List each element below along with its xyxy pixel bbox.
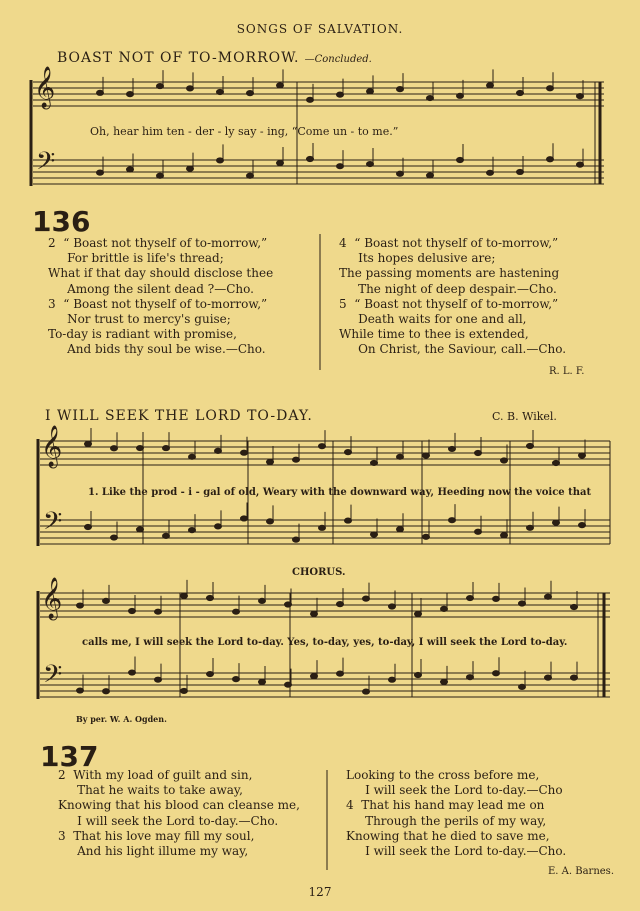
note-head xyxy=(285,682,292,687)
note-head xyxy=(77,688,84,693)
chorus-label: CHORUS. xyxy=(292,567,346,578)
note-head xyxy=(181,593,188,598)
note-head xyxy=(397,454,404,459)
note-head xyxy=(517,90,524,95)
treble-clef-icon: 𝄞 xyxy=(41,426,63,467)
note-head xyxy=(449,446,456,451)
bass-clef-icon: 𝄢 xyxy=(36,147,56,182)
song-subtitle: —Concluded. xyxy=(304,54,372,65)
note-head xyxy=(233,609,240,614)
note-head xyxy=(85,441,92,446)
note-head xyxy=(337,92,344,97)
note-head xyxy=(337,602,344,607)
note-head xyxy=(363,689,370,694)
note-head xyxy=(517,169,524,174)
note-head xyxy=(501,533,508,538)
note-head xyxy=(111,446,118,451)
note-head xyxy=(311,673,318,678)
bass-clef-icon: 𝄢 xyxy=(43,660,63,695)
note-head xyxy=(577,162,584,167)
note-head xyxy=(127,91,134,96)
lyric-line-verse-1: 1. Like the prod - i - gal of old, Weary with the downward way, Heeding now the voice that xyxy=(88,487,592,498)
note-head xyxy=(217,158,224,163)
note-head xyxy=(215,448,222,453)
note-head xyxy=(397,87,404,92)
hymn-136-verses-right: 4 “ Boast not thyself of to-morrow,” Its hopes delusive are; The passing moments are hastening The night of deep despair.—Cho. 5 “ Boast not thyself of to-morrow,” Death waits for one and all, While time to thee is extended, On Christ, the Saviour, call.—Cho. xyxy=(339,236,567,357)
note-head xyxy=(457,157,464,162)
note-head xyxy=(579,523,586,528)
hymn-number-136: 136 xyxy=(32,205,91,238)
note-head xyxy=(389,677,396,682)
note-head xyxy=(137,445,144,450)
note-head xyxy=(371,460,378,465)
note-head xyxy=(129,670,136,675)
note-head xyxy=(267,519,274,524)
running-title: SONGS OF SALVATION. xyxy=(236,22,404,36)
note-head xyxy=(493,671,500,676)
permission-note: By per. W. A. Ogden. xyxy=(76,714,167,724)
note-head xyxy=(427,173,434,178)
note-head xyxy=(97,170,104,175)
note-head xyxy=(163,445,170,450)
note-head xyxy=(267,459,274,464)
note-head xyxy=(207,595,214,600)
note-head xyxy=(319,525,326,530)
note-head xyxy=(397,171,404,176)
note-head xyxy=(371,532,378,537)
song-title-text: BOAST NOT OF TO-MORROW. xyxy=(57,50,300,66)
note-head xyxy=(129,608,136,613)
note-head xyxy=(233,677,240,682)
note-head xyxy=(467,675,474,680)
note-head xyxy=(553,520,560,525)
note-head xyxy=(277,160,284,165)
note-head xyxy=(189,454,196,459)
note-head xyxy=(527,525,534,530)
note-head xyxy=(293,537,300,542)
note-head xyxy=(111,535,118,540)
note-head xyxy=(187,166,194,171)
note-head xyxy=(157,83,164,88)
note-head xyxy=(475,450,482,455)
note-head xyxy=(545,675,552,680)
note-head xyxy=(103,598,110,603)
note-head xyxy=(77,603,84,608)
hymn-number-137: 137 xyxy=(40,740,99,773)
bass-clef-icon: 𝄢 xyxy=(43,507,63,542)
note-head xyxy=(577,93,584,98)
hymn-137-verses-left: 2 With my load of guilt and sin, That he waits to take away, Knowing that his blood can cleanse me, I will seek the Lord to-day.—Cho. 3 That his love may fill my soul, And his light illume my way, xyxy=(58,768,300,859)
note-head xyxy=(441,679,448,684)
hymn-136-author: R. L. F. xyxy=(549,366,585,377)
note-head xyxy=(571,604,578,609)
note-head xyxy=(501,458,508,463)
note-head xyxy=(259,598,266,603)
note-head xyxy=(181,688,188,693)
note-head xyxy=(493,596,500,601)
note-head xyxy=(345,449,352,454)
note-head xyxy=(571,675,578,680)
note-head xyxy=(427,95,434,100)
note-head xyxy=(337,671,344,676)
hymn-137-verses-right: Looking to the cross before me, I will seek the Lord to-day.—Cho 4 That his hand may lead me on Through the perils of my way, Knowing that he died to save me, I will seek the Lord to-day.—Cho. xyxy=(346,768,567,859)
note-head xyxy=(519,601,526,606)
note-head xyxy=(367,89,374,94)
treble-clef-icon: 𝄞 xyxy=(41,578,63,619)
hymn-136-verses-left: 2 “ Boast not thyself of to-morrow,” For brittle is life's thread; What if that day should disclose thee Among the silent dead ?—Cho. 3 “ Boast not thyself of to-morrow,” Nor trust to mercy's guise; To-day is radiant with promise, And bids thy soul be wise.—Cho. xyxy=(48,236,274,357)
note-head xyxy=(247,173,254,178)
note-head xyxy=(189,528,196,533)
note-head xyxy=(163,533,170,538)
note-head xyxy=(475,529,482,534)
note-head xyxy=(217,89,224,94)
lyric-line-boast: Oh, hear him ten - der - ly say - ing, “Come un - to me.” xyxy=(90,125,399,138)
note-head xyxy=(97,90,104,95)
note-head xyxy=(155,609,162,614)
note-head xyxy=(389,604,396,609)
note-head xyxy=(137,527,144,532)
note-head xyxy=(579,453,586,458)
note-head xyxy=(423,453,430,458)
note-head xyxy=(319,444,326,449)
note-head xyxy=(397,527,404,532)
note-head xyxy=(467,595,474,600)
note-head xyxy=(367,161,374,166)
note-head xyxy=(215,524,222,529)
lyric-line-chorus: calls me, I will seek the Lord to-day. Yes, to-day, yes, to-day, I will seek the Lord to-day. xyxy=(82,637,568,648)
note-head xyxy=(259,679,266,684)
note-head xyxy=(103,689,110,694)
note-head xyxy=(127,167,134,172)
song-title-seek: I WILL SEEK THE LORD TO-DAY. xyxy=(45,408,313,424)
note-head xyxy=(487,83,494,88)
note-head xyxy=(487,170,494,175)
note-head xyxy=(423,534,430,539)
note-head xyxy=(545,594,552,599)
note-head xyxy=(449,518,456,523)
note-head xyxy=(307,97,314,102)
note-head xyxy=(337,164,344,169)
note-head xyxy=(363,596,370,601)
note-head xyxy=(457,93,464,98)
note-head xyxy=(285,602,292,607)
note-head xyxy=(157,173,164,178)
note-head xyxy=(307,156,314,161)
note-head xyxy=(241,450,248,455)
note-head xyxy=(293,457,300,462)
note-head xyxy=(415,672,422,677)
note-head xyxy=(207,671,214,676)
composer: C. B. Wikel. xyxy=(492,410,557,423)
note-head xyxy=(519,684,526,689)
note-head xyxy=(85,524,92,529)
treble-clef-icon: 𝄞 xyxy=(34,67,56,108)
note-head xyxy=(547,157,554,162)
note-head xyxy=(311,611,318,616)
note-head xyxy=(441,606,448,611)
note-head xyxy=(277,83,284,88)
note-head xyxy=(187,86,194,91)
note-head xyxy=(241,516,248,521)
note-head xyxy=(247,91,254,96)
note-heads xyxy=(77,69,586,694)
note-head xyxy=(547,86,554,91)
note-head xyxy=(553,460,560,465)
note-head xyxy=(345,518,352,523)
note-head xyxy=(155,677,162,682)
page-number: 127 xyxy=(308,885,332,899)
note-head xyxy=(527,443,534,448)
hymn-137-author: E. A. Barnes. xyxy=(548,866,614,877)
note-head xyxy=(415,611,422,616)
